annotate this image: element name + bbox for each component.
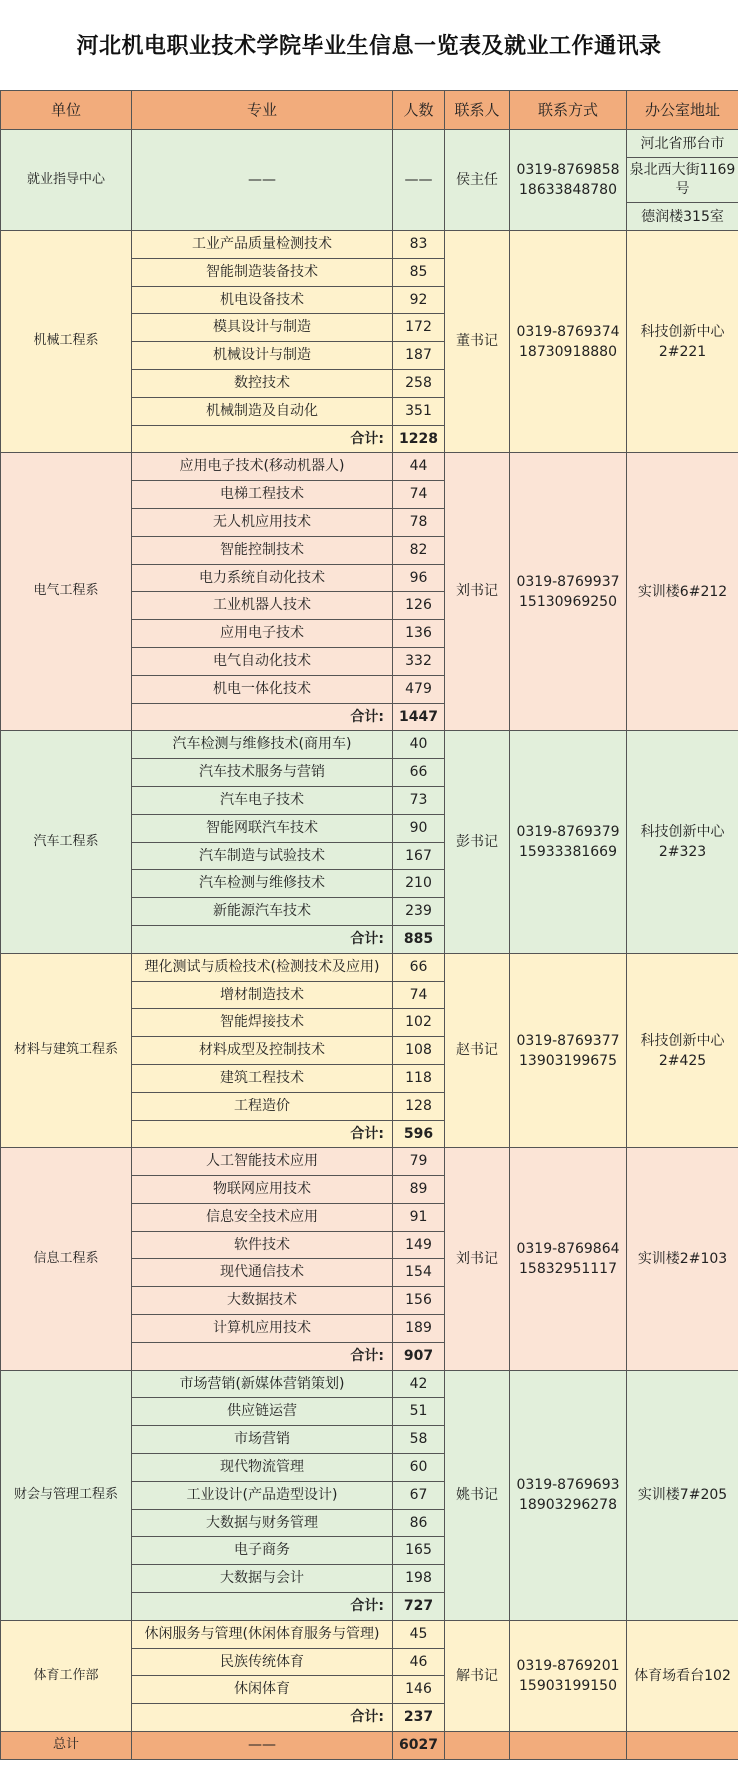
major-count: 45 — [393, 1620, 445, 1648]
header-unit: 单位 — [1, 91, 132, 130]
major-name: 电子商务 — [132, 1537, 393, 1565]
department-phone-office: 0319-8769374 — [516, 323, 620, 340]
major-name: 休闲服务与管理(休闲体育服务与管理) — [132, 1620, 393, 1648]
major-name: 机电设备技术 — [132, 286, 393, 314]
major-name: 智能制造装备技术 — [132, 258, 393, 286]
subtotal-label: 合计: — [132, 1593, 393, 1621]
major-count: 332 — [393, 647, 445, 675]
department-name: 汽车工程系 — [1, 731, 132, 953]
major-count: 96 — [393, 564, 445, 592]
department-phone-office: 0319-8769201 — [516, 1657, 620, 1674]
major-name: 智能控制技术 — [132, 536, 393, 564]
major-name: 工业机器人技术 — [132, 592, 393, 620]
department-phone-office: 0319-8769937 — [516, 573, 620, 590]
department-contact-info — [510, 953, 627, 1148]
grand-total-value: 6027 — [393, 1732, 445, 1760]
major-count: 51 — [393, 1398, 445, 1426]
subtotal-value: 1228 — [393, 425, 445, 453]
hq-phone-office: 0319-8769858 — [516, 162, 620, 178]
hq-row — [1, 130, 738, 158]
hq-contact-person: 侯主任 — [445, 130, 510, 231]
department-office: 体育场看台102 — [627, 1620, 738, 1731]
major-name: 大数据技术 — [132, 1287, 393, 1315]
major-count: 187 — [393, 342, 445, 370]
department-phone-office: 0319-8769864 — [516, 1240, 620, 1257]
grand-total-label: 总计 — [1, 1732, 132, 1760]
grand-total-empty-3 — [627, 1732, 738, 1760]
grand-total-empty-1 — [445, 1732, 510, 1760]
table-row — [1, 1620, 738, 1648]
subtotal-label: 合计: — [132, 925, 393, 953]
department-contact-info — [510, 1148, 627, 1370]
major-count: 258 — [393, 369, 445, 397]
major-count: 60 — [393, 1454, 445, 1482]
table-row — [1, 1148, 738, 1176]
major-count: 73 — [393, 786, 445, 814]
page-title: 河北机电职业技术学院毕业生信息一览表及就业工作通讯录 — [76, 33, 662, 59]
major-name: 市场营销 — [132, 1426, 393, 1454]
major-name: 工业设计(产品造型设计) — [132, 1481, 393, 1509]
major-count: 42 — [393, 1370, 445, 1398]
major-count: 78 — [393, 508, 445, 536]
department-contact-info — [510, 453, 627, 731]
subtotal-value: 885 — [393, 925, 445, 953]
major-count: 479 — [393, 675, 445, 703]
major-name: 现代通信技术 — [132, 1259, 393, 1287]
major-name: 材料成型及控制技术 — [132, 1037, 393, 1065]
subtotal-label: 合计: — [132, 1342, 393, 1370]
hq-office-line-1: 河北省邢台市 — [627, 130, 738, 158]
department-phone-mobile: 15130969250 — [519, 593, 617, 610]
major-name: 汽车电子技术 — [132, 786, 393, 814]
graduate-table — [0, 90, 738, 1760]
major-name: 汽车检测与维修技术(商用车) — [132, 731, 393, 759]
department-office: 实训楼6#212 — [627, 453, 738, 731]
department-phone-mobile: 15933381669 — [519, 844, 617, 861]
department-phone-mobile: 15832951117 — [519, 1260, 617, 1277]
header-contact-person: 联系人 — [445, 91, 510, 130]
major-count: 108 — [393, 1037, 445, 1065]
department-name: 体育工作部 — [1, 1620, 132, 1731]
department-office: 科技创新中心2#425 — [627, 953, 738, 1148]
major-count: 85 — [393, 258, 445, 286]
department-office: 实训楼2#103 — [627, 1148, 738, 1370]
major-count: 79 — [393, 1148, 445, 1176]
department-office: 科技创新中心2#323 — [627, 731, 738, 953]
department-name: 材料与建筑工程系 — [1, 953, 132, 1148]
major-name: 休闲体育 — [132, 1676, 393, 1704]
hq-contact-info — [510, 130, 627, 231]
major-name: 机械设计与制造 — [132, 342, 393, 370]
major-count: 102 — [393, 1009, 445, 1037]
major-name: 应用电子技术 — [132, 620, 393, 648]
hq-unit: 就业指导中心 — [1, 130, 132, 231]
department-contact-person: 赵书记 — [445, 953, 510, 1148]
major-name: 理化测试与质检技术(检测技术及应用) — [132, 953, 393, 981]
department-phone-mobile: 18730918880 — [519, 343, 617, 360]
grand-total-empty-2 — [510, 1732, 627, 1760]
major-name: 现代物流管理 — [132, 1454, 393, 1482]
major-name: 无人机应用技术 — [132, 508, 393, 536]
department-contact-info — [510, 231, 627, 453]
major-count: 89 — [393, 1176, 445, 1204]
major-count: 351 — [393, 397, 445, 425]
header-major: 专业 — [132, 91, 393, 130]
major-count: 83 — [393, 231, 445, 259]
department-name: 信息工程系 — [1, 1148, 132, 1370]
department-name: 财会与管理工程系 — [1, 1370, 132, 1620]
header-row — [1, 91, 738, 130]
major-count: 58 — [393, 1426, 445, 1454]
grand-total-major: —— — [132, 1732, 393, 1760]
major-name: 工业产品质量检测技术 — [132, 231, 393, 259]
department-office: 科技创新中心2#221 — [627, 231, 738, 453]
grand-total-row — [1, 1732, 738, 1760]
major-name: 建筑工程技术 — [132, 1064, 393, 1092]
major-name: 物联网应用技术 — [132, 1176, 393, 1204]
department-contact-person: 彭书记 — [445, 731, 510, 953]
major-name: 供应链运营 — [132, 1398, 393, 1426]
major-count: 149 — [393, 1231, 445, 1259]
major-count: 40 — [393, 731, 445, 759]
major-name: 市场营销(新媒体营销策划) — [132, 1370, 393, 1398]
major-name: 模具设计与制造 — [132, 314, 393, 342]
major-count: 136 — [393, 620, 445, 648]
major-count: 210 — [393, 870, 445, 898]
major-count: 146 — [393, 1676, 445, 1704]
department-contact-person: 刘书记 — [445, 453, 510, 731]
department-name: 机械工程系 — [1, 231, 132, 453]
table-row — [1, 231, 738, 259]
major-count: 198 — [393, 1565, 445, 1593]
department-contact-person: 董书记 — [445, 231, 510, 453]
major-name: 机电一体化技术 — [132, 675, 393, 703]
major-name: 汽车制造与试验技术 — [132, 842, 393, 870]
department-contact-person: 姚书记 — [445, 1370, 510, 1620]
table-row — [1, 731, 738, 759]
major-count: 66 — [393, 759, 445, 787]
major-count: 165 — [393, 1537, 445, 1565]
major-count: 90 — [393, 814, 445, 842]
major-count: 46 — [393, 1648, 445, 1676]
subtotal-value: 596 — [393, 1120, 445, 1148]
major-name: 数控技术 — [132, 369, 393, 397]
major-count: 118 — [393, 1064, 445, 1092]
major-count: 67 — [393, 1481, 445, 1509]
table-row — [1, 953, 738, 981]
table-row — [1, 453, 738, 481]
major-name: 新能源汽车技术 — [132, 898, 393, 926]
major-count: 66 — [393, 953, 445, 981]
department-phone-mobile: 13903199675 — [519, 1052, 617, 1069]
table-row — [1, 1370, 738, 1398]
major-name: 机械制造及自动化 — [132, 397, 393, 425]
major-name: 电力系统自动化技术 — [132, 564, 393, 592]
major-name: 智能焊接技术 — [132, 1009, 393, 1037]
major-count: 82 — [393, 536, 445, 564]
major-name: 计算机应用技术 — [132, 1315, 393, 1343]
hq-phone-mobile: 18633848780 — [519, 182, 617, 198]
major-count: 92 — [393, 286, 445, 314]
major-name: 人工智能技术应用 — [132, 1148, 393, 1176]
major-count: 172 — [393, 314, 445, 342]
major-name: 智能网联汽车技术 — [132, 814, 393, 842]
department-office: 实训楼7#205 — [627, 1370, 738, 1620]
hq-count: —— — [393, 130, 445, 231]
subtotal-label: 合计: — [132, 703, 393, 731]
major-name: 民族传统体育 — [132, 1648, 393, 1676]
subtotal-value: 727 — [393, 1593, 445, 1621]
department-contact-info — [510, 1370, 627, 1620]
subtotal-value: 1447 — [393, 703, 445, 731]
major-name: 电气自动化技术 — [132, 647, 393, 675]
subtotal-label: 合计: — [132, 1120, 393, 1148]
major-count: 167 — [393, 842, 445, 870]
department-phone-office: 0319-8769693 — [516, 1477, 620, 1494]
major-name: 电梯工程技术 — [132, 481, 393, 509]
major-name: 大数据与财务管理 — [132, 1509, 393, 1537]
major-count: 128 — [393, 1092, 445, 1120]
major-count: 44 — [393, 453, 445, 481]
major-count: 154 — [393, 1259, 445, 1287]
major-name: 工程造价 — [132, 1092, 393, 1120]
hq-office-line-3: 德润楼315室 — [627, 203, 738, 231]
header-contact-info: 联系方式 — [510, 91, 627, 130]
department-contact-info — [510, 731, 627, 953]
major-count: 91 — [393, 1203, 445, 1231]
major-count: 126 — [393, 592, 445, 620]
major-name: 应用电子技术(移动机器人) — [132, 453, 393, 481]
major-name: 软件技术 — [132, 1231, 393, 1259]
department-contact-info — [510, 1620, 627, 1731]
major-count: 86 — [393, 1509, 445, 1537]
department-phone-office: 0319-8769377 — [516, 1032, 620, 1049]
department-phone-office: 0319-8769379 — [516, 824, 620, 841]
header-count: 人数 — [393, 91, 445, 130]
department-phone-mobile: 18903296278 — [519, 1497, 617, 1514]
subtotal-value: 907 — [393, 1342, 445, 1370]
department-contact-person: 解书记 — [445, 1620, 510, 1731]
header-office: 办公室地址 — [627, 91, 738, 130]
major-name: 汽车检测与维修技术 — [132, 870, 393, 898]
department-name: 电气工程系 — [1, 453, 132, 731]
major-count: 189 — [393, 1315, 445, 1343]
major-count: 239 — [393, 898, 445, 926]
subtotal-label: 合计: — [132, 425, 393, 453]
major-count: 74 — [393, 981, 445, 1009]
major-name: 大数据与会计 — [132, 1565, 393, 1593]
department-contact-person: 刘书记 — [445, 1148, 510, 1370]
major-count: 74 — [393, 481, 445, 509]
major-name: 汽车技术服务与营销 — [132, 759, 393, 787]
subtotal-value: 237 — [393, 1704, 445, 1732]
major-name: 信息安全技术应用 — [132, 1203, 393, 1231]
major-count: 156 — [393, 1287, 445, 1315]
hq-major: —— — [132, 130, 393, 231]
subtotal-label: 合计: — [132, 1704, 393, 1732]
hq-office-line-2: 泉北西大街1169号 — [627, 158, 738, 203]
department-phone-mobile: 15903199150 — [519, 1677, 617, 1694]
major-name: 增材制造技术 — [132, 981, 393, 1009]
